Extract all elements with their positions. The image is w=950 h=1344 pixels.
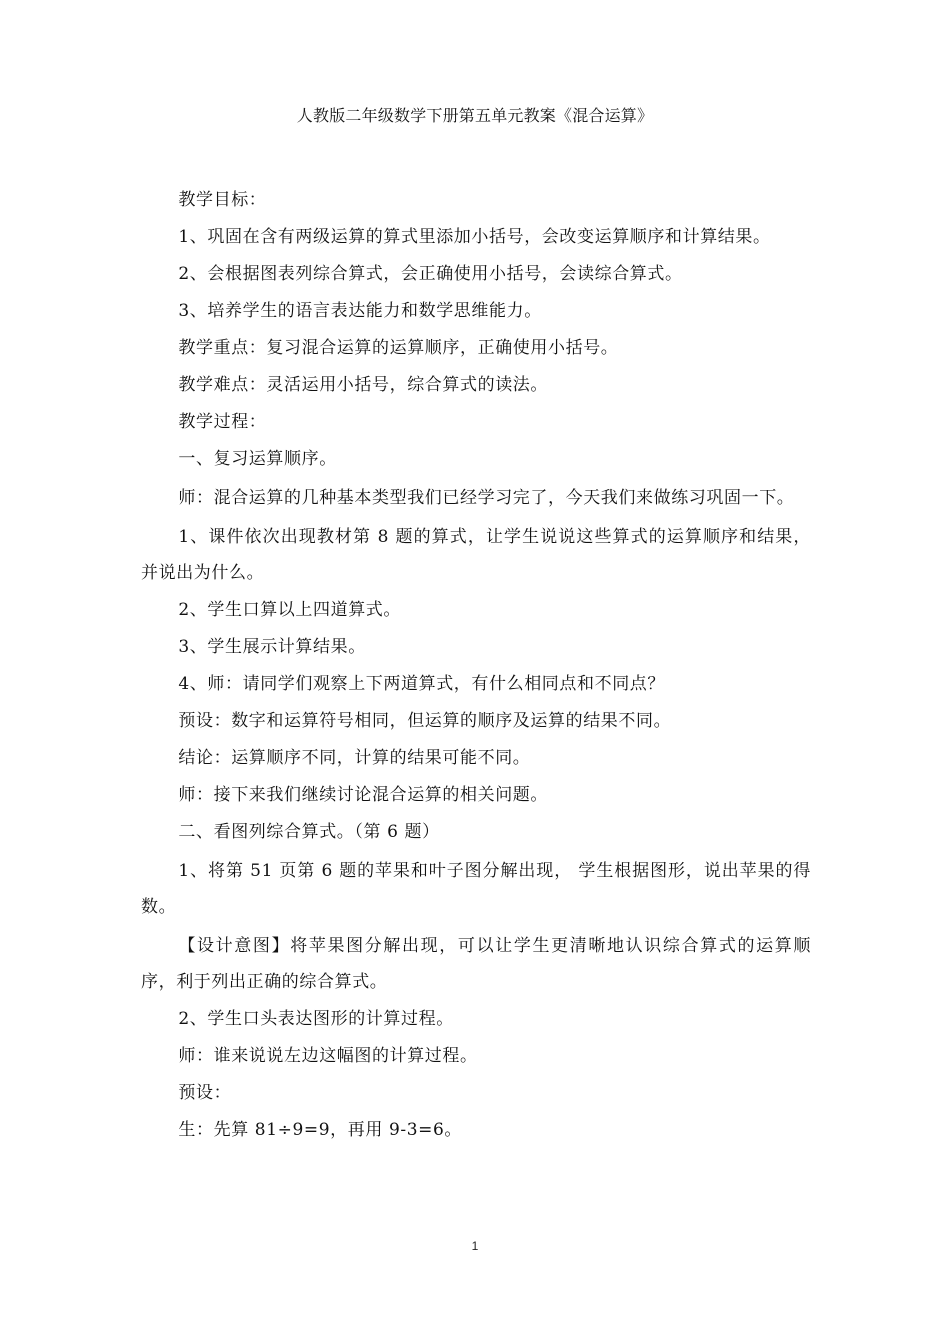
paragraph-teacher-intro: 师：混合运算的几种基本类型我们已经学习完了，今天我们来做练习巩固一下。 <box>178 488 795 508</box>
page-number: 1 <box>471 1239 479 1253</box>
paragraph-goal-1: 1、巩固在含有两级运算的算式里添加小括号，会改变运算顺序和计算结果。 <box>178 227 771 247</box>
paragraph-student-answer: 生：先算 81÷9=9，再用 9-3=6。 <box>178 1120 462 1140</box>
paragraph-section-two-step-1: 1、将第 51 页第 6 题的苹果和叶子图分解出现， 学生根据图形，说出苹果的得数。 <box>141 861 811 917</box>
document-title: 人教版二年级数学下册第五单元教案《混合运算》 <box>296 106 654 125</box>
paragraph-conclusion: 结论：运算顺序不同，计算的结果可能不同。 <box>178 748 531 768</box>
paragraph-design-intent: 【设计意图】将苹果图分解出现，可以让学生更清晰地认识综合算式的运算顺序，利于列出正确的综合算式。 <box>141 936 811 992</box>
document-body <box>141 184 811 1151</box>
paragraph-preset-2: 预设： <box>178 1083 232 1103</box>
paragraph-goal-3: 3、培养学生的语言表达能力和数学思维能力。 <box>178 301 542 321</box>
paragraph-teaching-difficulty: 教学难点：灵活运用小括号，综合算式的读法。 <box>178 375 548 395</box>
paragraph-step-3: 3、学生展示计算结果。 <box>178 637 366 657</box>
paragraph-section-one-heading: 一、复习运算顺序。 <box>178 449 337 469</box>
paragraph-teacher-question: 师：谁来说说左边这幅图的计算过程。 <box>178 1046 478 1066</box>
paragraph-step-1: 1、课件依次出现教材第 8 题的算式，让学生说说这些算式的运算顺序和结果，并说出为什么。 <box>141 527 811 583</box>
paragraph-teaching-focus: 教学重点：复习混合运算的运算顺序，正确使用小括号。 <box>178 338 619 358</box>
paragraph-step-2: 2、学生口算以上四道算式。 <box>178 600 402 620</box>
paragraph-teacher-transition: 师：接下来我们继续讨论混合运算的相关问题。 <box>178 785 548 805</box>
paragraph-step-4: 4、师：请同学们观察上下两道算式，有什么相同点和不同点？ <box>178 674 666 694</box>
paragraph-teaching-goals-heading: 教学目标： <box>178 190 267 210</box>
paragraph-section-two-step-2: 2、学生口头表达图形的计算过程。 <box>178 1009 454 1029</box>
paragraph-teaching-process-heading: 教学过程： <box>178 412 267 432</box>
paragraph-preset-1: 预设：数字和运算符号相同，但运算的顺序及运算的结果不同。 <box>178 711 672 731</box>
paragraph-section-two-heading: 二、看图列综合算式。（第 6 题） <box>178 822 440 842</box>
paragraph-goal-2: 2、会根据图表列综合算式，会正确使用小括号，会读综合算式。 <box>178 264 683 284</box>
